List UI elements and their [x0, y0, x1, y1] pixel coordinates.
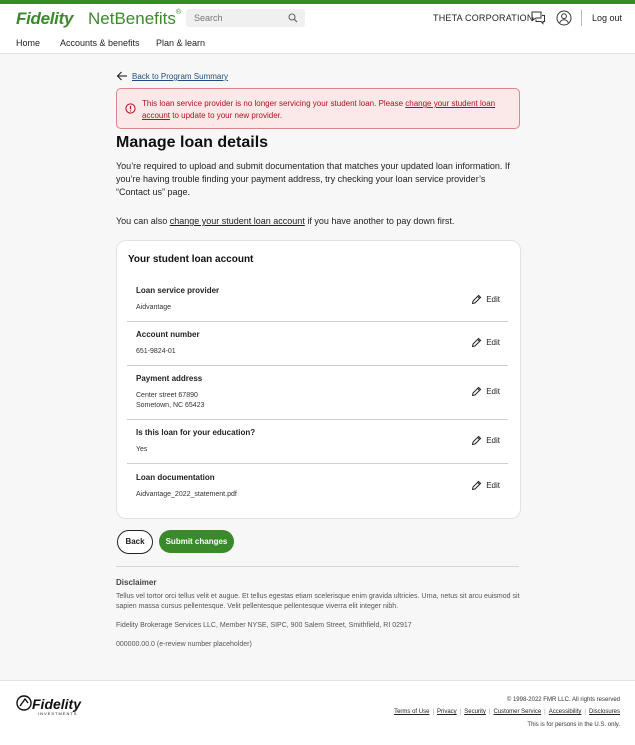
product-name: NetBenefits [88, 9, 176, 28]
row-payment-address [127, 365, 508, 420]
alert-text-after: to update to your new provider. [170, 111, 283, 120]
nav-item-home[interactable]: Home [16, 38, 41, 48]
back-link[interactable]: Back to Program Summary [132, 72, 229, 81]
nav-item-plan-learn[interactable]: Plan & learn [156, 38, 206, 48]
link-separator: | [432, 709, 434, 715]
provider-alert [116, 88, 520, 129]
fidelity-logo[interactable]: Fidelity [16, 9, 74, 28]
row-label: Is this loan for your education? [136, 428, 256, 437]
company-name: THETA CORPORATION [433, 13, 534, 23]
student-loan-card [116, 240, 521, 519]
row-loan-documentation [127, 463, 508, 507]
submit-changes-button[interactable]: Submit changes [159, 530, 234, 553]
back-button[interactable]: Back [117, 530, 153, 554]
also-before: You can also [116, 216, 170, 226]
pencil-icon [471, 435, 482, 446]
row-label: Loan service provider [136, 286, 220, 295]
footer-link-customer-service[interactable]: Customer Service [493, 709, 542, 715]
alert-text-before: This loan service provider is no longer servicing your student loan. Please [142, 99, 406, 108]
row-value: 651-9824-01 [136, 348, 176, 355]
footer-link-terms[interactable]: Terms of Use [394, 709, 430, 715]
pencil-icon [471, 337, 482, 348]
logout-link[interactable]: Log out [592, 13, 623, 23]
row-value-line1: Center street 67890 [136, 392, 198, 399]
edit-loan-service-provider[interactable] [486, 295, 500, 304]
edit-label: Edit [486, 338, 500, 347]
pencil-icon [471, 386, 482, 397]
row-value: Aidvantage_2022_statement.pdf [136, 491, 237, 498]
profile-icon[interactable] [556, 10, 572, 26]
disclaimer-review-number: 000000.00.0 (e-review number placeholder) [116, 641, 252, 648]
row-value-line2: Sometown, NC 65423 [136, 402, 205, 409]
alert-message [142, 98, 512, 122]
row-label: Loan documentation [136, 473, 215, 482]
us-only-note: This is for persons in the U.S. only. [527, 722, 620, 728]
footer-logo[interactable]: Fidelity [32, 696, 82, 712]
row-account-number [127, 321, 508, 366]
divider [116, 566, 519, 567]
disclaimer-text: Tellus vel tortor orci tellus velit et augue. Et tellus egestas etiam scelerisque enim gravida ultricies. Urna, netus sit arcu euismod sit sapien massa cursus pellentesque. Velit pellentesque pellentesque viverra elit integer nibh. [116, 593, 520, 610]
footer-links [394, 709, 620, 715]
disclaimer-firm: Fidelity Brokerage Services LLC, Member NYSE, SIPC, 900 Salem Street, Smithfield, RI 02917 [116, 622, 412, 629]
header-divider [581, 10, 582, 26]
site-footer [0, 680, 635, 745]
edit-label: Edit [486, 481, 500, 490]
link-separator: | [544, 709, 546, 715]
edit-label: Edit [486, 436, 500, 445]
disclaimer-title: Disclaimer [116, 578, 157, 587]
intro-text: You’re required to upload and submit documentation that matches your updated loan information. If you’re having trouble finding your payment address, try checking your loan service provider’s “Contact us” page. [116, 161, 510, 197]
edit-education-loan[interactable] [486, 436, 500, 445]
search-icon[interactable] [288, 13, 298, 23]
footer-link-disclosures[interactable]: Disclosures [588, 709, 620, 715]
arrow-left-icon [116, 70, 128, 82]
alert-change-account-link[interactable]: change your student loan account [142, 99, 496, 120]
search-input[interactable] [186, 9, 305, 27]
site-header [0, 4, 635, 54]
also-after: if you have another to pay down first. [304, 216, 455, 226]
footer-link-accessibility[interactable]: Accessibility [548, 709, 582, 715]
change-account-note [116, 216, 454, 226]
footer-link-privacy[interactable]: Privacy [437, 709, 457, 715]
edit-payment-address[interactable] [486, 387, 500, 396]
search-placeholder: Search [194, 13, 223, 23]
link-separator: | [584, 709, 586, 715]
edit-label: Edit [486, 387, 500, 396]
link-separator: | [488, 709, 491, 715]
fidelity-mark-icon [16, 695, 32, 711]
page-title: Manage loan details [116, 134, 269, 151]
nav-item-accounts-benefits[interactable]: Accounts & benefits [60, 38, 140, 48]
registered-mark: ® [175, 9, 182, 16]
row-loan-service-provider [127, 278, 508, 322]
change-account-link[interactable]: change your student loan account [169, 216, 305, 226]
pencil-icon [471, 480, 482, 491]
row-education-loan [127, 419, 508, 464]
row-label: Account number [136, 330, 200, 339]
error-icon [125, 103, 136, 114]
pencil-icon [471, 294, 482, 305]
edit-label: Edit [486, 295, 500, 304]
chat-icon[interactable] [530, 10, 546, 26]
edit-account-number[interactable] [486, 338, 500, 347]
link-separator: | [459, 709, 462, 715]
row-label: Payment address [136, 374, 203, 383]
card-title: Your student loan account [128, 254, 254, 265]
row-value: Yes [136, 446, 148, 453]
footer-logo-sub: INVESTMENTS [38, 711, 78, 716]
footer-link-security[interactable]: Security [464, 709, 486, 715]
copyright: © 1998-2022 FMR LLC. All rights reserved [506, 697, 620, 703]
row-value: Aidvantage [136, 304, 172, 311]
edit-loan-documentation[interactable] [486, 481, 500, 490]
netbenefits-logo[interactable] [88, 9, 181, 29]
